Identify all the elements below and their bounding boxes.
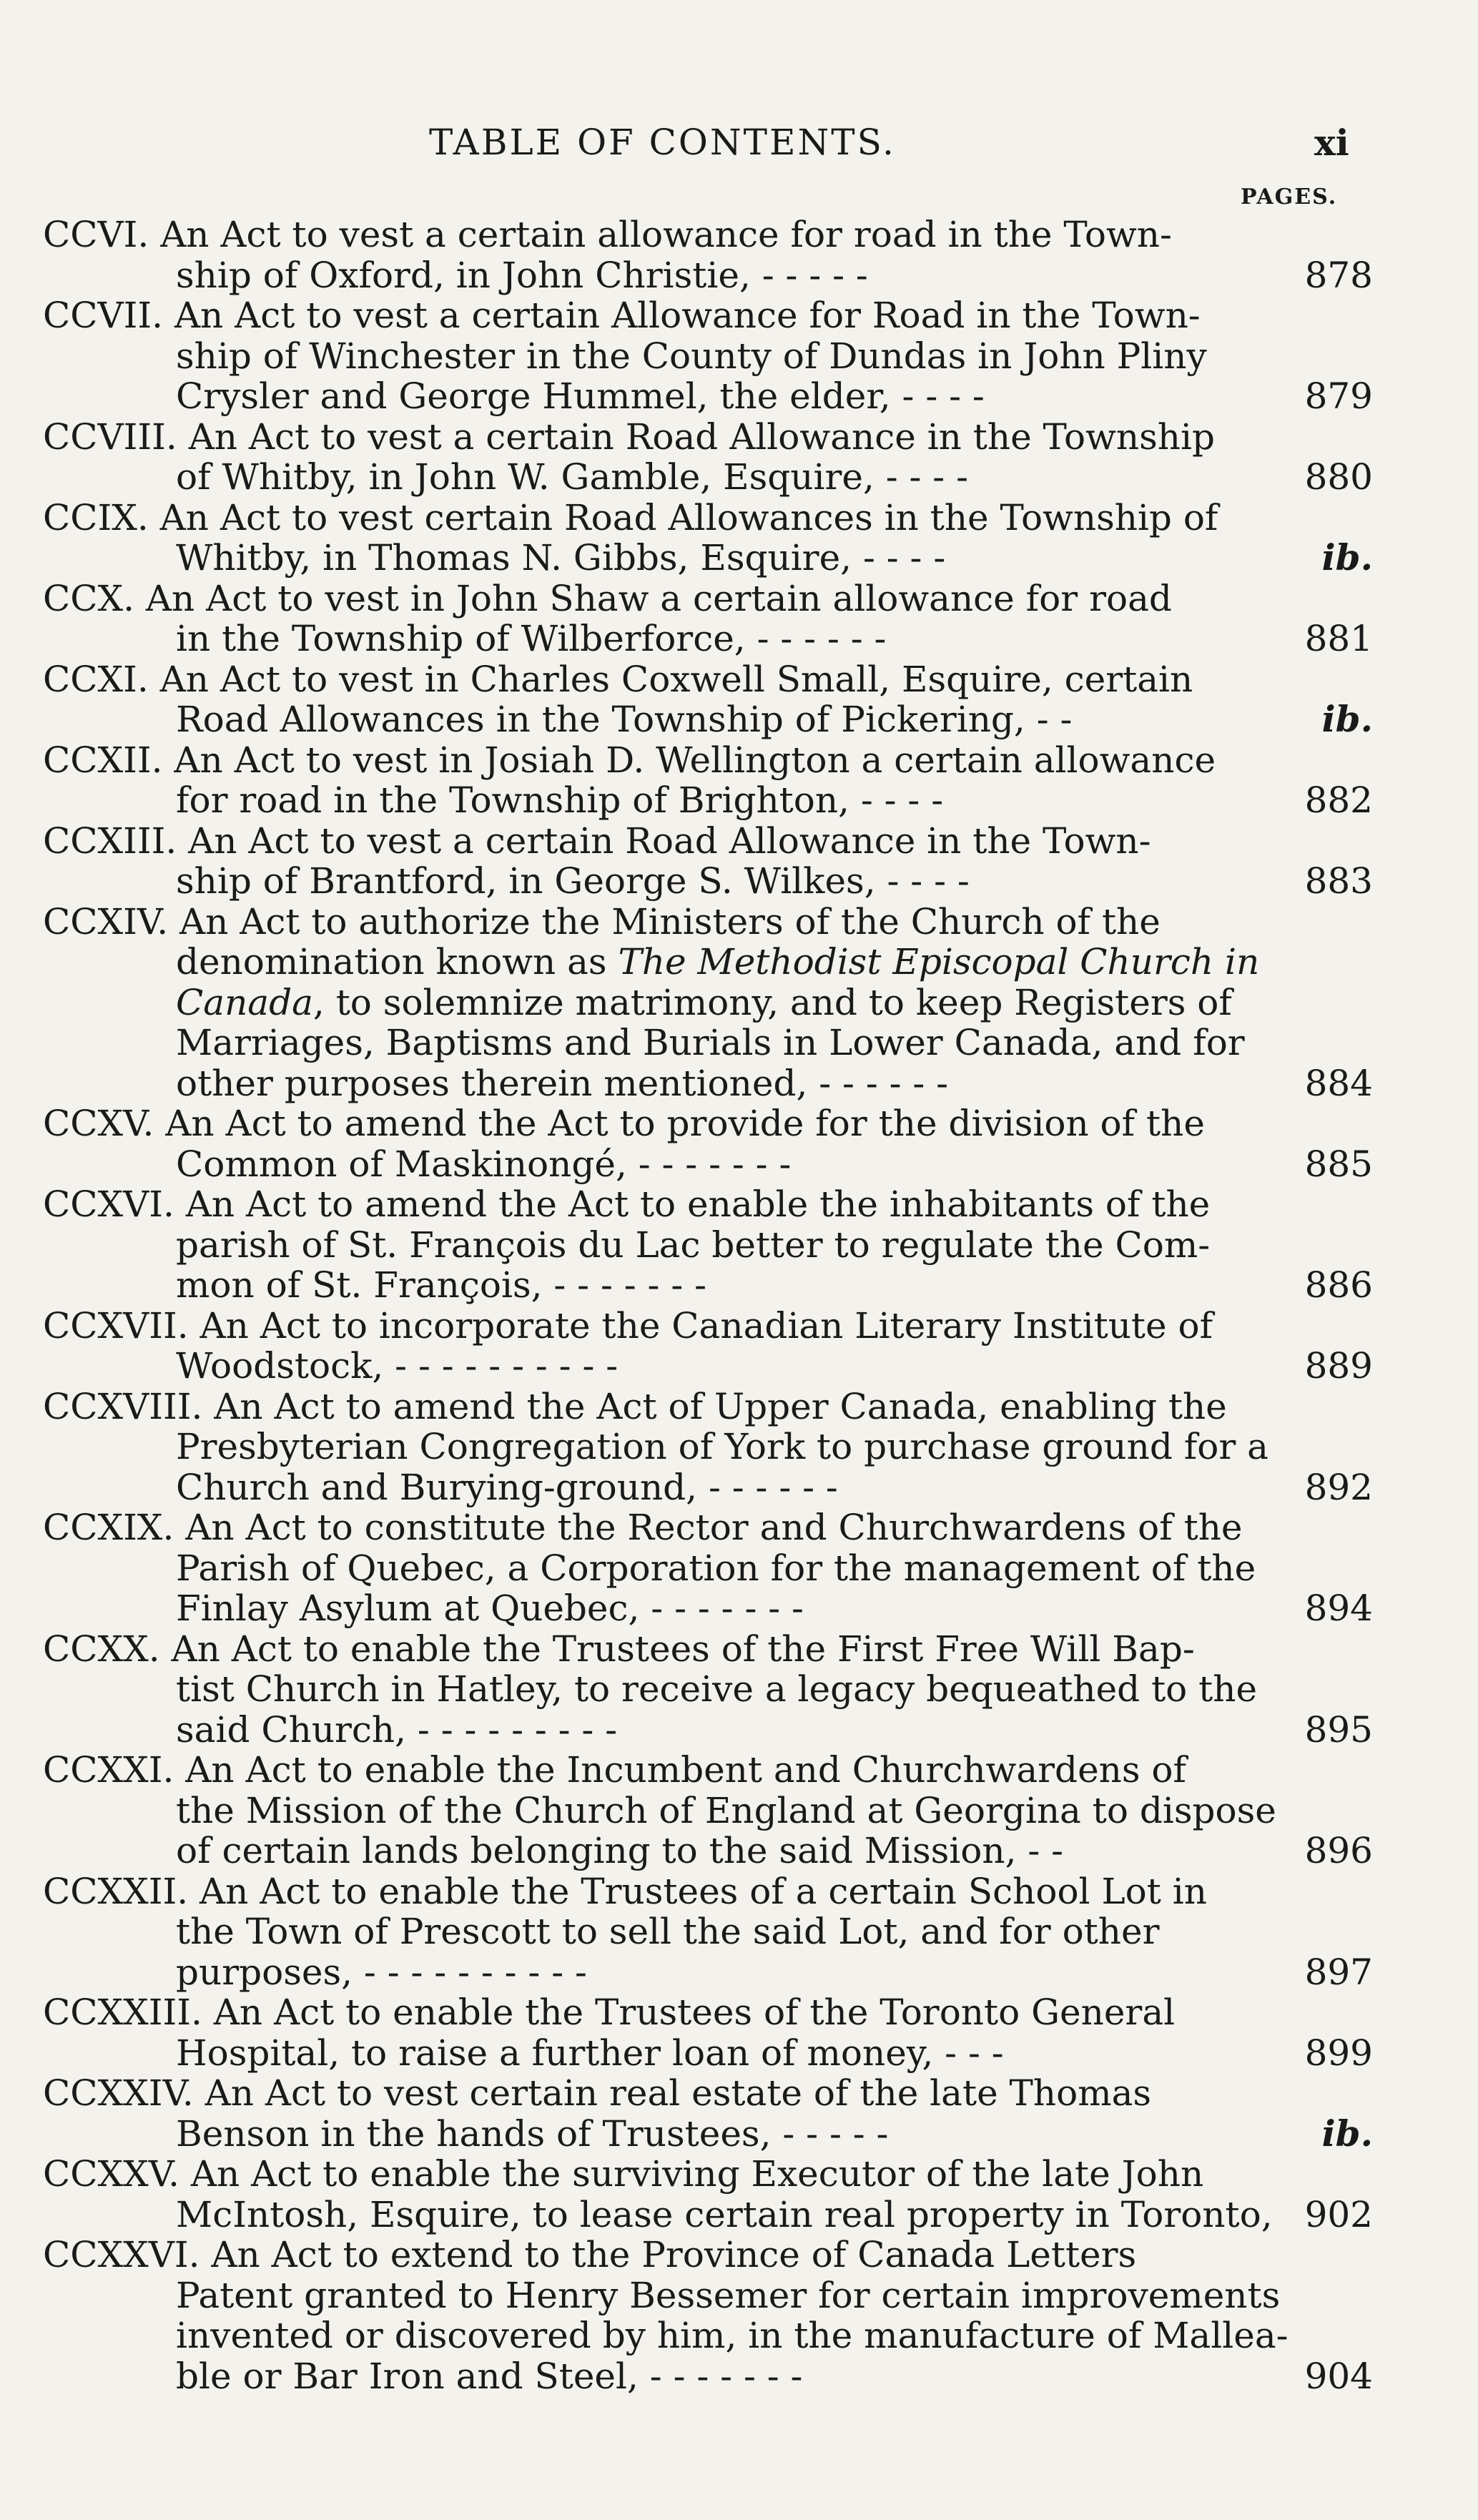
entry-page-number: 884 [1304,1062,1373,1104]
entry-text: other purposes therein mentioned, - - - - - - [176,1062,949,1104]
entry-line [43,1426,1268,1467]
entry-page-number: 880 [1304,456,1373,498]
contents-entry [43,2154,1387,2235]
entry-text: the Town of Prescott to sell the said Lot, and for other [176,1911,1160,1952]
entry-text: An Act to enable the Trustees of the Toronto General [213,1992,1176,2033]
entry-line [43,1265,1251,1306]
entry-line [43,255,1251,296]
entry-page-number: 895 [1304,1708,1373,1751]
entry-page-number: 897 [1304,1951,1373,1993]
contents-entry [43,1992,1387,2073]
entry-text: Crysler and George Hummel, the elder, - - - - [176,375,985,417]
entry-line [43,821,1251,862]
entry-line [43,1144,1251,1185]
contents-entry [43,215,1387,295]
contents-entry [43,740,1387,821]
entry-line [43,1831,1251,1871]
page-header [0,122,1478,172]
contents-entry [43,1387,1387,1508]
entry-line [43,699,1251,740]
entry-text: purposes, - - - - - - - - - - [176,1951,587,1993]
entry-line [43,579,1251,619]
entry-line [43,1992,1251,2033]
entry-line [43,2274,1281,2316]
contents-entry [43,821,1387,902]
entry-number: CCIX. [43,496,149,538]
entry-page-number: 894 [1304,1588,1373,1629]
entry-line [43,2073,1251,2114]
entry-line [43,1871,1251,1912]
entry-line [43,1911,1251,1952]
contents-entry [43,579,1387,659]
entry-text: An Act to vest a certain allowance for road in the Town- [160,214,1172,255]
entry-line [43,902,1251,942]
entry-text: ble or Bar Iron and Steel, - - - - - - - [176,2355,803,2397]
entry-line [43,1467,1251,1508]
entry-number: CCXXIII. [43,1992,202,2033]
entry-text: the Mission of the Church of England at Georgina to dispose [176,1789,1276,1831]
entry-line [43,1184,1251,1225]
entry-number: CCXIV. [43,900,169,942]
entry-line [43,376,1251,417]
entry-line [43,2033,1251,2074]
entry-text: Whitby, in Thomas N. Gibbs, Esquire, - - - - [176,537,946,579]
entry-line [43,2235,1251,2275]
entry-page-number: ib. [1321,2112,1373,2155]
entry-line [43,1668,1258,1710]
entry-line [43,1507,1251,1548]
entry-line [43,1225,1251,1266]
entry-number: CCXXII. [43,1870,189,1912]
entry-line [43,498,1251,538]
entry-line [43,1710,1251,1751]
entry-text: McIntosh, Esquire, to lease certain real property in Toronto, [176,2193,1273,2235]
entry-page-number: ib. [1321,536,1373,579]
entry-line [43,538,1251,579]
entry-text: An Act to vest in Charles Coxwell Small, Esquire, certain [159,658,1193,700]
entry-line [43,1629,1251,1670]
contents-entry [43,659,1387,740]
entry-text: An Act to vest certain Road Allowances in the Township of [159,496,1218,538]
entry-text: Church and Burying-ground, - - - - - - [176,1466,838,1508]
entry-page-number: 896 [1304,1830,1373,1871]
entry-line [43,2315,1289,2356]
entry-line [43,1588,1251,1629]
entry-text: Benson in the hands of Trustees, - - - - - [176,2112,889,2155]
entry-text: An Act to vest in Josiah D. Wellington a certain allowance [174,739,1216,781]
entry-line [43,1789,1276,1831]
entry-text: ship of Oxford, in John Christie, - - - - - [176,254,868,296]
entry-text: Presbyterian Congregation of York to purchase ground for a [176,1426,1268,1467]
entry-line [43,861,1251,902]
entry-number: CCVIII. [43,415,177,458]
entry-number: CCVI. [43,214,149,255]
entry-text: An Act to enable the surviving Executor of the late John [190,2153,1204,2195]
entry-line [43,2193,1273,2235]
contents-entry [43,1750,1387,1871]
entry-line [43,2114,1251,2155]
entry-page-number: ib. [1321,698,1373,740]
entry-text: in the Township of Wilberforce, - - - - - - [176,618,887,659]
entry-number: CCXIX. [43,1507,174,1548]
entry-line [43,417,1251,458]
page-title: TABLE OF CONTENTS. [429,122,896,163]
entry-page-number: 883 [1304,860,1373,902]
entry-page-number: 902 [1304,2193,1373,2235]
entry-number: CCVII. [43,295,164,336]
entry-number: CCXV. [43,1103,154,1144]
entry-text: An Act to vest a certain Road Allowance in the Township [188,415,1215,458]
entry-number: CCXI. [43,658,149,700]
entry-text: tist Church in Hatley, to receive a legacy bequeathed to the [176,1668,1258,1710]
entry-text: An Act to authorize the Ministers of the Church of the [179,900,1161,942]
entry-text: An Act to extend to the Province of Canada Letters [211,2234,1137,2275]
entry-page-number: 878 [1304,254,1373,296]
entry-line [43,941,1260,983]
entry-text: mon of St. François, - - - - - - - [176,1264,707,1306]
entry-text: An Act to amend the Act to provide for the division of the [165,1103,1205,1144]
entry-number: CCX. [43,577,135,619]
entry-line [43,1023,1251,1063]
entry-number: CCXXVI. [43,2234,200,2275]
contents-entry [43,1629,1387,1751]
contents-entry [43,1507,1387,1629]
entry-text: Road Allowances in the Township of Pickering, - - [176,699,1073,740]
entry-number: CCXIII. [43,820,177,862]
entry-text: An Act to enable the Trustees of the First Free Will Bap- [171,1628,1195,1670]
entry-text: Hospital, to raise a further loan of money, - - - [176,2032,1004,2074]
entry-line [43,1063,1251,1104]
entry-number: CCXX. [43,1628,160,1670]
contents-entry [43,417,1387,498]
entry-text: parish of St. François du Lac better to regulate the Com- [176,1224,1211,1266]
entry-line [43,983,1251,1023]
entry-line [43,2154,1251,2195]
entry-text: Common of Maskinongé, - - - - - - - [176,1143,792,1185]
entry-text: An Act to constitute the Rector and Churchwardens of the [185,1507,1243,1548]
entry-page-number: 899 [1304,2032,1373,2074]
entry-text: An Act to vest certain real estate of the late Thomas [205,2072,1152,2114]
entry-page-number: 882 [1304,779,1373,821]
entry-text: An Act to incorporate the Canadian Literary Institute of [199,1304,1213,1347]
entry-line [43,2356,1251,2397]
entry-number: CCXXI. [43,1749,174,1791]
entry-text: Parish of Quebec, a Corporation for the management of the [176,1547,1256,1589]
entry-number: CCXII. [43,739,163,781]
contents-entry [43,1184,1387,1306]
entry-text: An Act to vest in John Shaw a certain allowance for road [145,577,1172,619]
entry-line [43,1387,1251,1427]
entry-page-number: 886 [1304,1264,1373,1306]
page-folio: xi [1314,122,1349,164]
entry-number: CCXVI. [43,1183,174,1225]
entry-text: of Whitby, in John W. Gamble, Esquire, - - - - [176,456,968,498]
entry-text: An Act to amend the Act to enable the inhabitants of the [185,1183,1211,1225]
entry-text: denomination known as The Methodist Episcopal Church in [176,941,1260,983]
entry-line [43,1103,1251,1144]
entry-number: CCXXIV. [43,2072,194,2114]
entry-text: Canada, to solemnize matrimony, and to keep Registers of [176,981,1232,1023]
entry-text: An Act to enable the Trustees of a certain School Lot in [199,1870,1207,1912]
contents-entry [43,1306,1387,1387]
entry-page-number: 889 [1304,1345,1373,1387]
entry-line [43,457,1251,498]
entry-line [43,619,1251,659]
entry-text: An Act to vest a certain Allowance for Road in the Town- [174,295,1201,336]
entry-page-number: 881 [1304,618,1373,659]
contents-entry [43,295,1387,417]
entry-line [43,1750,1251,1791]
entry-line [43,295,1251,336]
entry-text: An Act to amend the Act of Upper Canada, enabling the [214,1385,1227,1427]
entry-text: ship of Brantford, in George S. Wilkes, - - - - [176,860,970,902]
contents-entry [43,902,1387,1104]
entry-text: Patent granted to Henry Bessemer for certain improvements [176,2274,1281,2316]
entry-text: An Act to vest a certain Road Allowance in the Town- [188,820,1151,862]
entry-line [43,780,1251,821]
entry-page-number: 879 [1304,375,1373,417]
entry-number: CCXXV. [43,2153,179,2195]
entry-text: Marriages, Baptisms and Burials in Lower Canada, and for [176,1022,1245,1063]
entry-line [43,1306,1251,1347]
contents-entry [43,1103,1387,1184]
contents-list [43,215,1387,2396]
entry-line [43,215,1251,255]
contents-entry [43,2073,1387,2154]
entry-page-number: 904 [1304,2355,1373,2397]
entry-line [43,1346,1251,1387]
entry-line [43,659,1251,700]
entry-number: CCXVII. [43,1304,189,1347]
entry-text: said Church, - - - - - - - - - [176,1708,618,1751]
entry-text: Finlay Asylum at Quebec, - - - - - - - [176,1588,804,1629]
entry-page-number: 892 [1304,1466,1373,1508]
entry-line [43,1547,1256,1589]
entry-line [43,740,1251,781]
entry-text: Woodstock, - - - - - - - - - - [176,1345,619,1387]
entry-text: ship of Winchester in the County of Dundas in John Pliny [176,335,1207,377]
entry-text: of certain lands belonging to the said Mission, - - [176,1830,1064,1871]
entry-page-number: 885 [1304,1143,1373,1185]
contents-entry [43,2235,1387,2396]
entry-line [43,336,1251,377]
contents-entry [43,498,1387,579]
pages-column-label: PAGES. [1241,184,1338,210]
entry-number: CCXVIII. [43,1385,203,1427]
contents-entry [43,1871,1387,1993]
entry-text: An Act to enable the Incumbent and Churchwardens of [185,1749,1187,1791]
entry-line [43,1952,1251,1993]
entry-text: invented or discovered by him, in the manufacture of Mallea- [176,2315,1289,2356]
entry-text: for road in the Township of Brighton, - - - - [176,779,944,821]
